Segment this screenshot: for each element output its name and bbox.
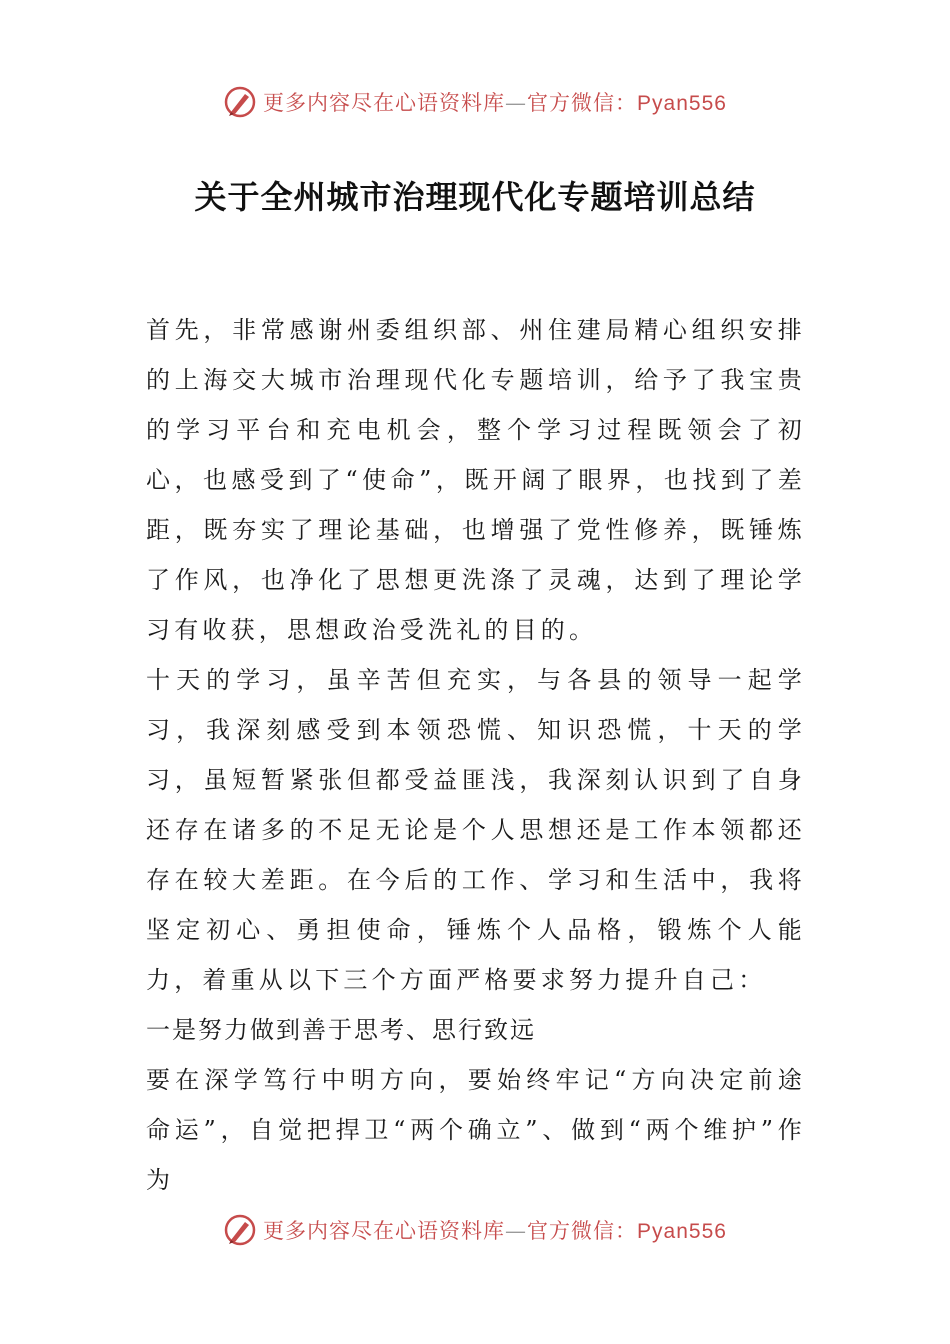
header-banner-separator: — bbox=[505, 91, 528, 115]
header-banner-text bbox=[263, 87, 727, 117]
paragraph-reflection: 十天的学习，虽辛苦但充实，与各县的领导一起学习，我深刻感受到本领恐慌、知识恐慌，十天的学习，虽短暂紧张但都受益匪浅，我深刻认识到了自身还存在诸多的不足无论是个人思想还是工作本领都还存在较大差距。在今后的工作、学习和生活中，我将坚定初心、勇担使命，锤炼个人品格，锻炼个人能力，着重从以下三个方面严格要求努力提升自己： bbox=[146, 666, 806, 994]
footer-banner bbox=[0, 1210, 950, 1250]
document-body bbox=[146, 305, 806, 1205]
header-banner-main: 更多内容尽在心语资料库 bbox=[263, 91, 506, 115]
document-title: 关于全州城市治理现代化专题培训总结 bbox=[194, 178, 756, 216]
pen-logo-icon bbox=[223, 85, 257, 119]
section-heading-one: 一是努力做到善于思考、思行致远 bbox=[146, 1016, 536, 1044]
header-banner bbox=[0, 82, 950, 122]
footer-banner-suffix: 官方微信： bbox=[527, 1219, 638, 1243]
footer-banner-text bbox=[263, 1215, 727, 1245]
paragraph-direction: 要在深学笃行中明方向，要始终牢记“方向决定前途命运”，自觉把捍卫“两个确立”、做到“两个维护”作为 bbox=[146, 1066, 806, 1194]
pen-logo-icon bbox=[223, 1213, 257, 1247]
header-banner-suffix: 官方微信： bbox=[527, 91, 638, 115]
footer-banner-separator: — bbox=[505, 1219, 528, 1243]
header-banner-handle: Pyan556 bbox=[637, 92, 727, 115]
paragraph-intro: 首先，非常感谢州委组织部、州住建局精心组织安排的上海交大城市治理现代化专题培训，给予了我宝贵的学习平台和充电机会，整个学习过程既领会了初心，也感受到了“使命”，既开阔了眼界，也找到了差距，既夯实了理论基础，也增强了党性修养，既锤炼了作风，也净化了思想更洗涤了灵魂，达到了理论学习有收获，思想政治受洗礼的目的。 bbox=[146, 316, 806, 644]
footer-banner-main: 更多内容尽在心语资料库 bbox=[263, 1219, 506, 1243]
footer-banner-handle: Pyan556 bbox=[637, 1220, 727, 1243]
